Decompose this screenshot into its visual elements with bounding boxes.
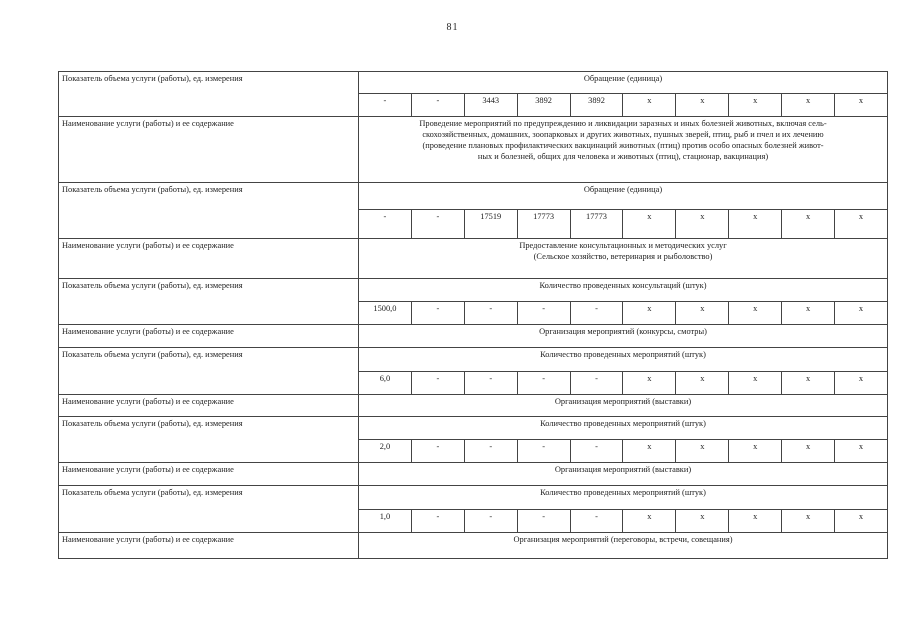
value-cell: - <box>464 510 517 533</box>
value-cell: х <box>835 94 888 117</box>
value-cell: 1500,0 <box>359 302 412 325</box>
service-label: Наименование услуги (работы) и ее содержание <box>59 325 359 348</box>
service-row <box>59 533 888 559</box>
value-cell: 1,0 <box>359 510 412 533</box>
value-cell: х <box>782 510 835 533</box>
service-label: Наименование услуги (работы) и ее содержание <box>59 117 359 183</box>
value-cell: х <box>782 302 835 325</box>
value-cell: х <box>835 440 888 463</box>
value-cell: - <box>411 440 464 463</box>
value-cell: х <box>729 372 782 395</box>
indicator-row <box>59 183 888 210</box>
indicator-row <box>59 72 888 94</box>
value-cell: х <box>676 210 729 239</box>
service-description <box>359 325 888 348</box>
value-cell: - <box>411 372 464 395</box>
value-cell: х <box>623 210 676 239</box>
indicator-unit: Обращение (единица) <box>359 72 888 94</box>
value-cell: - <box>570 302 623 325</box>
service-row <box>59 239 888 279</box>
value-cell: х <box>835 372 888 395</box>
description-line: Проведение мероприятий по предупреждению и ликвидации заразных и иных болезней животных, включая сель- <box>419 119 827 128</box>
indicator-unit: Количество проведенных консультаций (штук) <box>359 279 888 302</box>
value-cell: - <box>570 440 623 463</box>
indicator-unit: Обращение (единица) <box>359 183 888 210</box>
value-cell: х <box>623 94 676 117</box>
indicator-unit: Количество проведенных мероприятий (штук) <box>359 348 888 372</box>
indicator-label: Показатель объема услуги (работы), ед. измерения <box>59 183 359 239</box>
value-cell: - <box>359 94 412 117</box>
value-cell: х <box>676 94 729 117</box>
value-cell: 2,0 <box>359 440 412 463</box>
service-description <box>359 117 888 183</box>
value-cell: 6,0 <box>359 372 412 395</box>
value-cell: 17773 <box>570 210 623 239</box>
description-line: скохозяйственных, домашних, зоопарковых и других животных, пушных зверей, птиц, рыб и пчел и их лечению <box>422 130 824 139</box>
value-cell: х <box>676 302 729 325</box>
indicator-label: Показатель объема услуги (работы), ед. измерения <box>59 348 359 395</box>
value-cell: - <box>517 372 570 395</box>
value-cell: х <box>729 210 782 239</box>
value-cell: - <box>359 210 412 239</box>
description-line: Предоставление консультационных и методических услуг <box>519 241 727 250</box>
value-cell: - <box>517 302 570 325</box>
indicator-row <box>59 279 888 302</box>
value-cell: - <box>517 510 570 533</box>
description-line: (Сельское хозяйство, ветеринария и рыболовство) <box>533 252 713 261</box>
description-line: Организация мероприятий (выставки) <box>554 465 692 474</box>
value-cell: - <box>411 210 464 239</box>
value-cell: - <box>464 440 517 463</box>
value-cell: х <box>729 440 782 463</box>
service-label: Наименование услуги (работы) и ее содержание <box>59 239 359 279</box>
description-line: ных и болезней, общих для человека и животных (птиц), стационар, вакцинация) <box>477 152 769 161</box>
value-cell: х <box>835 210 888 239</box>
value-cell: х <box>623 372 676 395</box>
value-cell: - <box>570 510 623 533</box>
value-cell: - <box>464 302 517 325</box>
value-cell: 17519 <box>464 210 517 239</box>
service-description <box>359 239 888 279</box>
value-cell: - <box>517 440 570 463</box>
indicator-row <box>59 417 888 440</box>
service-description <box>359 395 888 417</box>
value-cell: - <box>411 510 464 533</box>
value-cell: - <box>464 372 517 395</box>
value-cell: - <box>411 94 464 117</box>
value-cell: х <box>835 510 888 533</box>
value-cell: х <box>676 372 729 395</box>
value-cell: х <box>676 440 729 463</box>
service-row <box>59 395 888 417</box>
services-table <box>58 71 888 559</box>
indicator-label: Показатель объема услуги (работы), ед. измерения <box>59 72 359 117</box>
value-cell: 17773 <box>517 210 570 239</box>
service-row <box>59 325 888 348</box>
value-cell: х <box>782 440 835 463</box>
service-label: Наименование услуги (работы) и ее содержание <box>59 533 359 559</box>
indicator-label: Показатель объема услуги (работы), ед. измерения <box>59 486 359 533</box>
page-number: 81 <box>446 22 459 33</box>
indicator-row <box>59 348 888 372</box>
value-cell: - <box>411 302 464 325</box>
value-cell: х <box>782 94 835 117</box>
value-cell: х <box>623 510 676 533</box>
indicator-row <box>59 486 888 510</box>
value-cell: х <box>729 302 782 325</box>
value-cell: - <box>570 372 623 395</box>
service-label: Наименование услуги (работы) и ее содержание <box>59 463 359 486</box>
indicator-label: Показатель объема услуги (работы), ед. измерения <box>59 417 359 463</box>
indicator-unit: Количество проведенных мероприятий (штук) <box>359 486 888 510</box>
value-cell: х <box>835 302 888 325</box>
value-cell: х <box>623 440 676 463</box>
service-description <box>359 463 888 486</box>
description-line: Организация мероприятий (выставки) <box>554 397 692 406</box>
value-cell: х <box>729 510 782 533</box>
value-cell: х <box>676 510 729 533</box>
value-cell: 3443 <box>464 94 517 117</box>
value-cell: х <box>729 94 782 117</box>
service-description <box>359 533 888 559</box>
value-cell: 3892 <box>517 94 570 117</box>
description-line: Организация мероприятий (конкурсы, смотры) <box>539 327 707 336</box>
value-cell: х <box>623 302 676 325</box>
description-line: (проведение плановых профилактических вакцинаций животных (птиц) против особо опасных болезней живот- <box>422 141 824 150</box>
value-cell: х <box>782 210 835 239</box>
indicator-label: Показатель объема услуги (работы), ед. измерения <box>59 279 359 325</box>
indicator-unit: Количество проведенных мероприятий (штук) <box>359 417 888 440</box>
description-line: Организация мероприятий (переговоры, встречи, совещания) <box>513 535 733 544</box>
service-label: Наименование услуги (работы) и ее содержание <box>59 395 359 417</box>
service-row <box>59 117 888 183</box>
service-row <box>59 463 888 486</box>
value-cell: х <box>782 372 835 395</box>
value-cell: 3892 <box>570 94 623 117</box>
